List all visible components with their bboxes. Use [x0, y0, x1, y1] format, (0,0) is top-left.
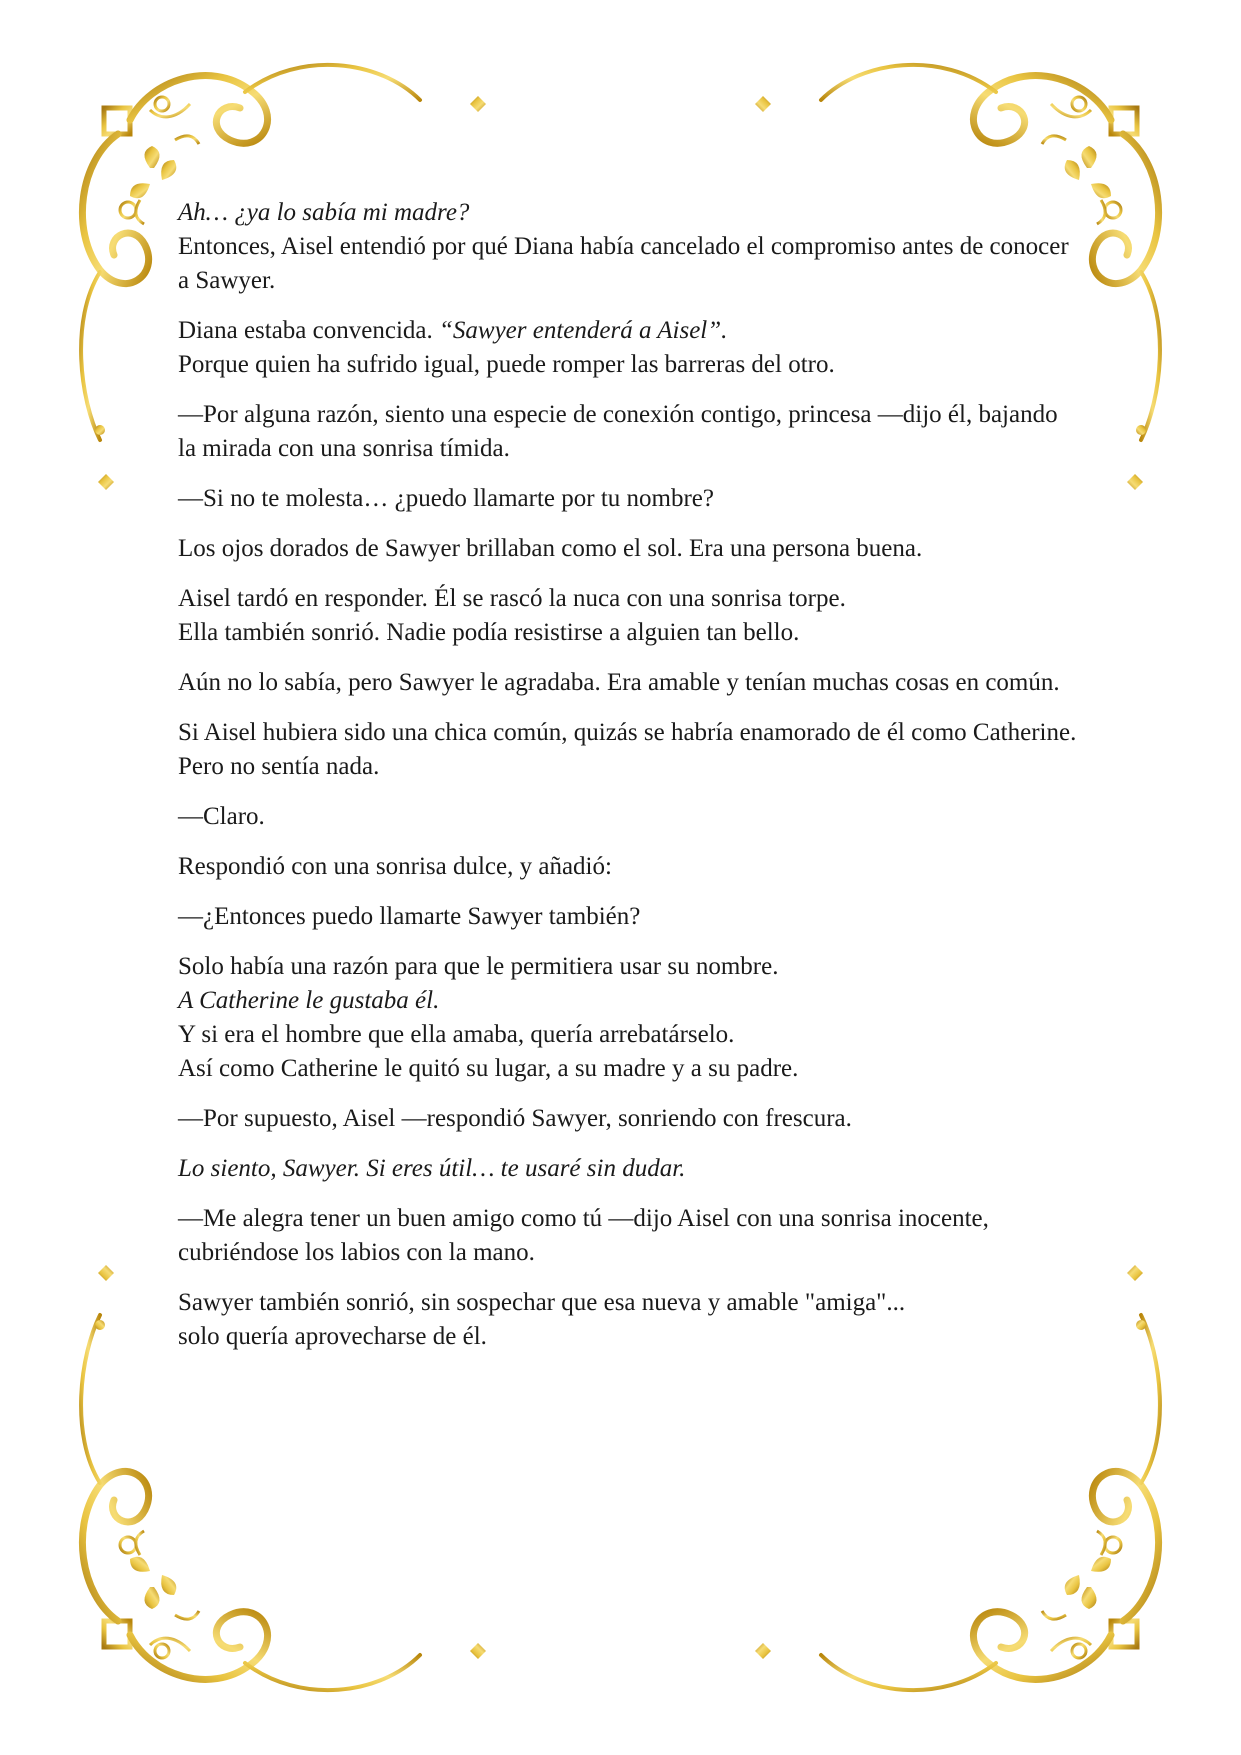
text-segment: —Por supuesto, Aisel —respondió Sawyer, sonriendo con frescura.	[178, 1105, 852, 1132]
paragraph	[178, 950, 1078, 1086]
text-line	[178, 230, 1078, 298]
paragraph	[178, 800, 1078, 834]
text-segment: Sawyer también sonrió, sin sospechar que esa nueva y amable "amiga"...	[178, 1289, 906, 1316]
text-line	[178, 482, 1078, 516]
italic-text: Lo siento, Sawyer. Si eres útil… te usaré sin dudar.	[178, 1155, 686, 1182]
text-segment: Y si era el hombre que ella amaba, quería arrebatárselo.	[178, 1021, 735, 1048]
text-line	[178, 532, 1078, 566]
text-line	[178, 398, 1078, 466]
text-line	[178, 616, 1078, 650]
text-segment: —Me alegra tener un buen amigo como tú —dijo Aisel con una sonrisa inocente, cubriéndose los labios con la mano.	[178, 1205, 989, 1266]
text-line	[178, 1102, 1078, 1136]
paragraph	[178, 900, 1078, 934]
paragraph	[178, 532, 1078, 566]
text-segment: solo quería aprovecharse de él.	[178, 1323, 487, 1350]
text-segment: —Por alguna razón, siento una especie de conexión contigo, princesa —dijo él, bajando la mirada con una sonrisa tímida.	[178, 401, 1058, 462]
text-line	[178, 984, 1078, 1018]
text-line	[178, 1202, 1078, 1270]
paragraph	[178, 398, 1078, 466]
paragraph	[178, 850, 1078, 884]
paragraph	[178, 1202, 1078, 1270]
text-segment: Solo había una razón para que le permitiera usar su nombre.	[178, 953, 779, 980]
text-segment: Aún no lo sabía, pero Sawyer le agradaba. Era amable y tenían muchas cosas en común.	[178, 669, 1060, 696]
text-segment: Así como Catherine le quitó su lugar, a su madre y a su padre.	[178, 1055, 799, 1082]
text-line	[178, 196, 1078, 230]
text-line	[178, 950, 1078, 984]
italic-text: “Sawyer entenderá a Aisel”.	[439, 317, 728, 344]
text-segment: —Si no te molesta… ¿puedo llamarte por tu nombre?	[178, 485, 714, 512]
paragraph	[178, 314, 1078, 382]
text-line	[178, 900, 1078, 934]
paragraph	[178, 666, 1078, 700]
text-line	[178, 1286, 1078, 1320]
paragraph	[178, 196, 1078, 298]
text-line	[178, 1320, 1078, 1354]
paragraph	[178, 582, 1078, 650]
text-segment: Entonces, Aisel entendió por qué Diana había cancelado el compromiso antes de conocer a Sawyer.	[178, 233, 1069, 294]
text-segment: Diana estaba convencida.	[178, 317, 439, 344]
text-line	[178, 800, 1078, 834]
text-line	[178, 582, 1078, 616]
paragraph	[178, 482, 1078, 516]
paragraph	[178, 1152, 1078, 1186]
text-segment: Respondió con una sonrisa dulce, y añadió:	[178, 853, 612, 880]
text-line	[178, 850, 1078, 884]
text-segment: Porque quien ha sufrido igual, puede romper las barreras del otro.	[178, 351, 835, 378]
paragraph	[178, 1286, 1078, 1354]
italic-text: Ah… ¿ya lo sabía mi madre?	[178, 199, 470, 226]
italic-text: A Catherine le gustaba él.	[178, 987, 440, 1014]
paragraph	[178, 716, 1078, 784]
paragraph	[178, 1102, 1078, 1136]
text-line	[178, 1018, 1078, 1052]
text-segment: Ella también sonrió. Nadie podía resistirse a alguien tan bello.	[178, 619, 800, 646]
text-line	[178, 348, 1078, 382]
text-segment: Pero no sentía nada.	[178, 753, 380, 780]
text-line	[178, 1152, 1078, 1186]
text-segment: Si Aisel hubiera sido una chica común, quizás se habría enamorado de él como Catherine.	[178, 719, 1077, 746]
text-segment: Aisel tardó en responder. Él se rascó la nuca con una sonrisa torpe.	[178, 585, 846, 612]
text-segment: Los ojos dorados de Sawyer brillaban como el sol. Era una persona buena.	[178, 535, 923, 562]
text-line	[178, 1052, 1078, 1086]
text-line	[178, 666, 1078, 700]
text-line	[178, 716, 1078, 750]
text-segment: —¿Entonces puedo llamarte Sawyer también?	[178, 903, 641, 930]
story-text	[178, 196, 1078, 1370]
text-line	[178, 314, 1078, 348]
text-line	[178, 750, 1078, 784]
text-segment: —Claro.	[178, 803, 265, 830]
